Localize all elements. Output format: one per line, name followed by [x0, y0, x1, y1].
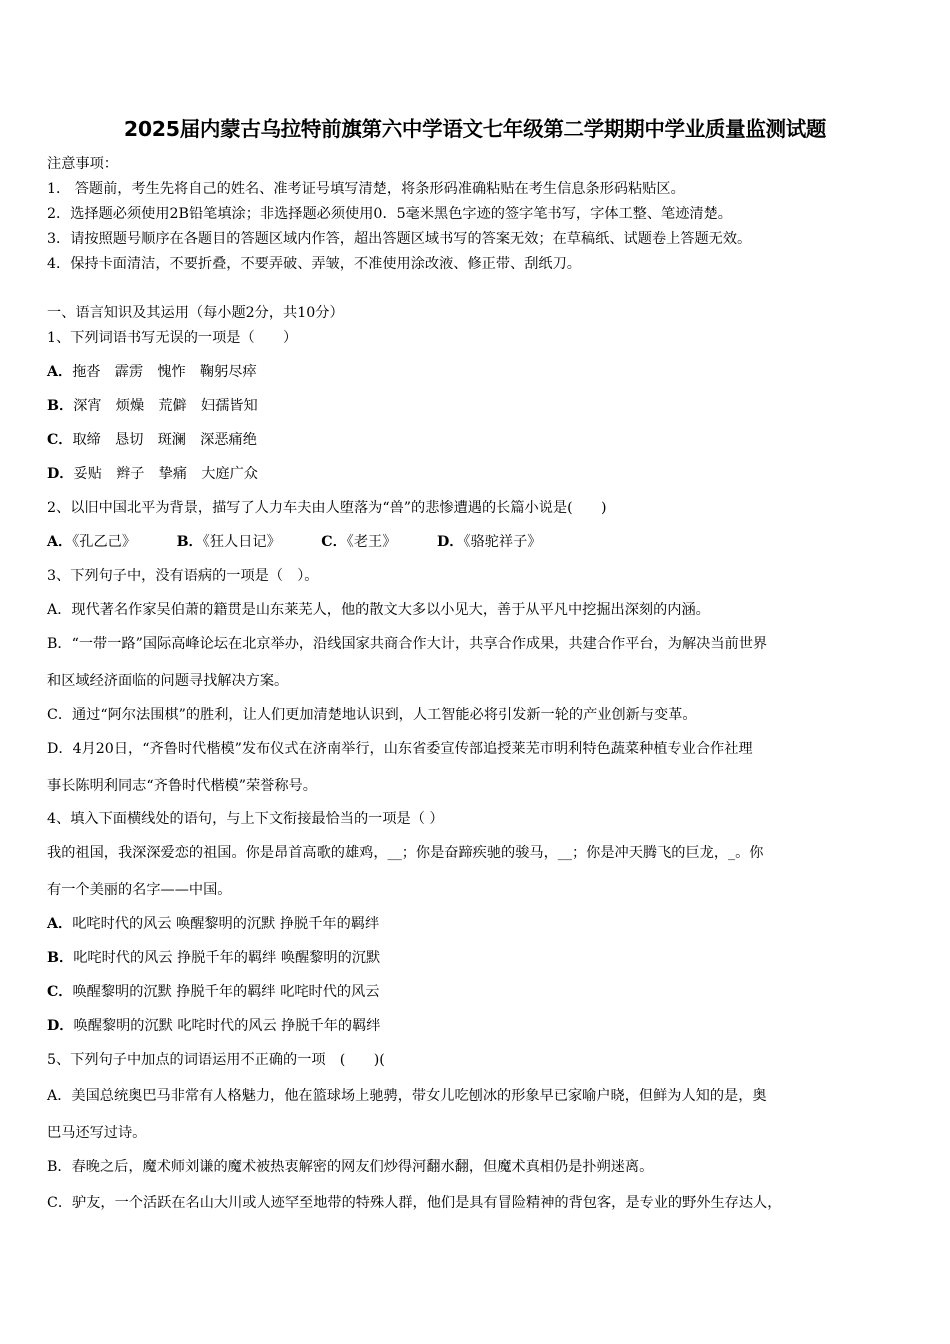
- option-letter: D．: [436, 534, 464, 550]
- question-4-passage-cont: 有一个美丽的名字——中国。: [47, 882, 232, 898]
- option-text: 拖沓 霹雳 愧怍 鞠躬尽瘁: [72, 364, 257, 380]
- option-letter: B．: [176, 534, 203, 550]
- question-1-option-c: [47, 429, 257, 449]
- option-text: 唤醒黎明的沉默 挣脱千年的羁绊 叱咤时代的风云: [72, 984, 380, 1000]
- question-3-option-c: C．通过“阿尔法围棋”的胜利，让人们更加清楚地认识到，人工智能必将引发新一轮的产业创新与变革。: [47, 707, 697, 723]
- option-letter: A．: [47, 364, 73, 380]
- option-text: 《骆驼祥子》: [463, 534, 542, 550]
- option-letter: D．: [47, 466, 74, 482]
- option-text: 深宵 烦燥 荒僻 妇孺皆知: [73, 398, 258, 414]
- option-letter: A．: [47, 916, 73, 932]
- option-text: 取缔 恳切 斑澜 深恶痛绝: [72, 432, 257, 448]
- option-text: 妥贴 辫子 挚痛 大庭广众: [73, 466, 258, 482]
- notice-item: 3．请按照题号顺序在各题目的答题区域内作答，超出答题区域书写的答案无效；在草稿纸、试题卷上答题无效。: [47, 231, 752, 247]
- question-4-passage: 我的祖国，我深深爱恋的祖国。你是昂首高歌的雄鸡，__；你是奋蹄疾驰的骏马，__；你是冲天腾飞的巨龙，_。你: [47, 845, 764, 861]
- question-4-option-a: [47, 913, 379, 933]
- question-2-option-c: [321, 534, 414, 550]
- question-5-option-b: B．春晚之后，魔术师刘谦的魔术被热衷解密的网友们炒得河翻水翻，但魔术真相仍是扑朔迷离。: [47, 1159, 654, 1175]
- option-text: 唤醒黎明的沉默 叱咤时代的风云 挣脱千年的羁绊: [73, 1018, 381, 1034]
- question-5-option-a: A．美国总统奥巴马非常有人格魅力，他在篮球场上驰骋，带女儿吃刨冰的形象早已家喻户晓，但鲜为人知的是，奥: [47, 1088, 767, 1104]
- question-2-option-a: [47, 534, 154, 550]
- question-3-option-b: B．“一带一路”国际高峰论坛在北京举办，沿线国家共商合作大计，共享合作成果，共建合作平台，为解决当前世界: [47, 636, 768, 652]
- question-2-option-d: [437, 534, 560, 550]
- question-4-option-d: [47, 1015, 380, 1035]
- question-4-option-b: [47, 947, 380, 967]
- option-letter: B．: [47, 398, 74, 414]
- question-3-option-d-cont: 事长陈明利同志“齐鲁时代楷模”荣誉称号。: [47, 778, 317, 794]
- option-letter: C．: [47, 432, 73, 448]
- notice-heading: 注意事项：: [47, 156, 118, 172]
- question-4-option-c: [47, 981, 379, 1001]
- question-2-option-b: [177, 534, 299, 550]
- option-text: 叱咤时代的风云 唤醒黎明的沉默 挣脱千年的羁绊: [72, 916, 380, 932]
- section-heading: 一、语言知识及其运用（每小题2分，共10分）: [47, 305, 344, 321]
- notice-item: 2．选择题必须使用2B铅笔填涂；非选择题必须使用0．5毫米黑色字迹的签字笔书写，字体工整、笔迹清楚。: [47, 206, 732, 222]
- question-1-option-a: [47, 361, 257, 381]
- option-text: 叱咤时代的风云 挣脱千年的羁绊 唤醒黎明的沉默: [73, 950, 381, 966]
- option-letter: B．: [47, 950, 74, 966]
- option-text: 《老王》: [346, 534, 397, 550]
- question-3-option-b-cont: 和区域经济面临的问题寻找解决方案。: [47, 673, 289, 689]
- option-letter: C．: [47, 984, 73, 1000]
- question-5-option-c: C．驴友，一个活跃在名山大川或人迹罕至地带的特殊人群，他们是具有冒险精神的背包客，是专业的野外生存达人，: [47, 1195, 782, 1211]
- option-letter: A．: [47, 534, 73, 550]
- question-3-option-d: D．4月20日，“齐鲁时代楷模”发布仪式在济南举行，山东省委宣传部追授莱芜市明利特色蔬菜种植专业合作社理: [47, 741, 753, 757]
- question-1-option-d: [47, 463, 258, 483]
- option-text: 《孔乙己》: [72, 534, 137, 550]
- question-4-stem: 4、填入下面横线处的语句，与上下文衔接最恰当的一项是（ ）: [47, 811, 444, 827]
- option-letter: C．: [321, 534, 347, 550]
- question-1-stem: 1、下列词语书写无误的一项是（ ）: [47, 330, 298, 346]
- question-1-option-b: [47, 395, 258, 415]
- page-title: 2025届内蒙古乌拉特前旗第六中学语文七年级第二学期期中学业质量监测试题: [123, 117, 827, 141]
- question-2-stem: 2、以旧中国北平为背景，描写了人力车夫由人堕落为“兽”的悲惨遭遇的长篇小说是( ): [47, 500, 607, 516]
- question-2-options: [47, 531, 577, 551]
- option-text: 《狂人日记》: [202, 534, 281, 550]
- notice-item: 1． 答题前，考生先将自己的姓名、准考证号填写清楚，将条形码准确粘贴在考生信息条形码粘贴区。: [47, 181, 685, 197]
- notice-item: 4．保持卡面清洁，不要折叠，不要弄破、弄皱，不准使用涂改液、修正带、刮纸刀。: [47, 256, 581, 272]
- question-3-stem: 3、下列句子中，没有语病的一项是（ ）。: [47, 568, 319, 584]
- option-letter: D．: [47, 1018, 74, 1034]
- question-3-option-a: A．现代著名作家吴伯萧的籍贯是山东莱芜人，他的散文大多以小见大，善于从平凡中挖掘出深刻的内涵。: [47, 602, 710, 618]
- question-5-stem: 5、下列句子中加点的词语运用不正确的一项 ( )(: [47, 1052, 385, 1068]
- question-5-option-a-cont: 巴马还写过诗。: [47, 1125, 147, 1141]
